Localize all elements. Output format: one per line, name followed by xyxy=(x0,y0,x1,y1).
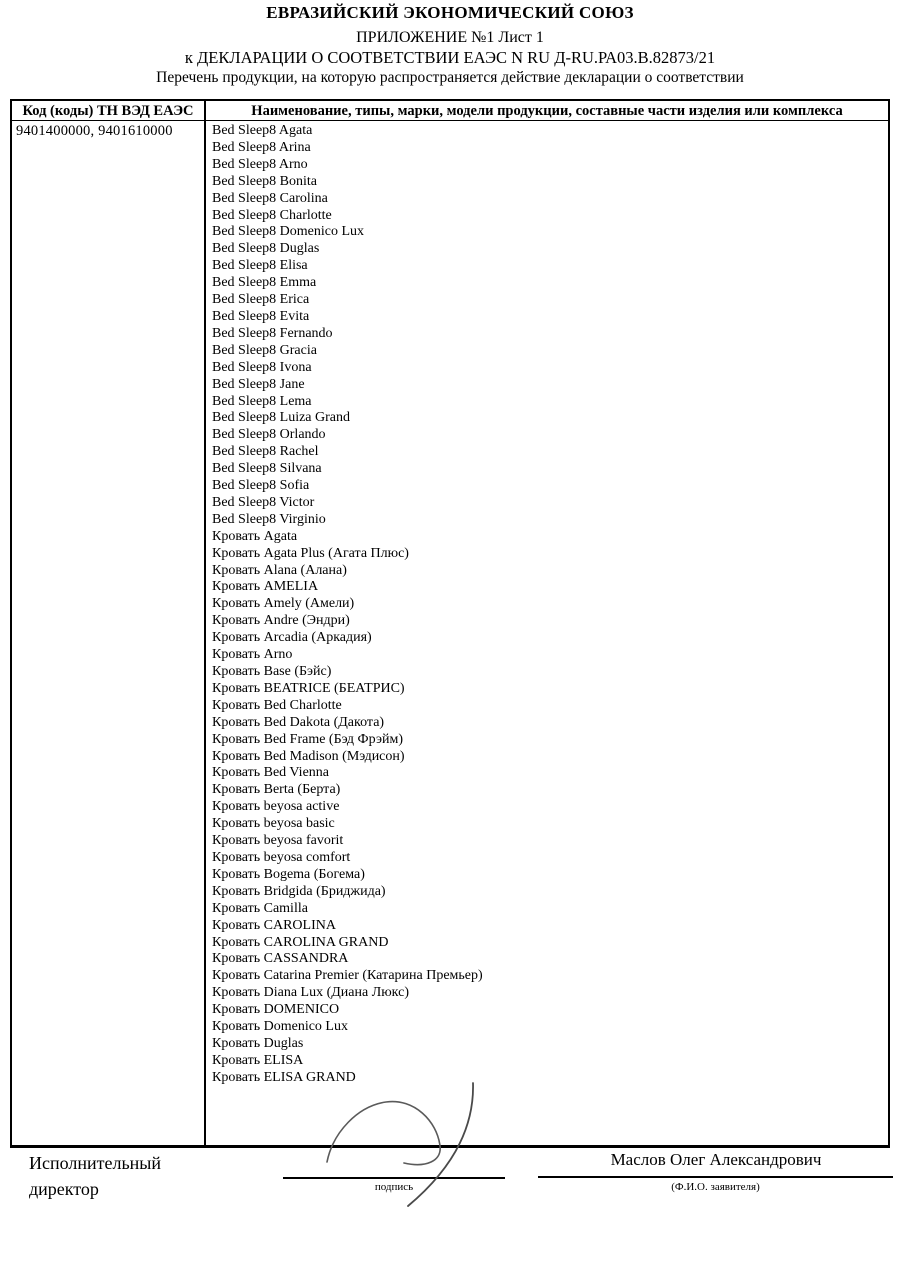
col-header-name: Наименование, типы, марки, модели продукции, составные части изделия или комплекса xyxy=(251,103,843,119)
product-item: Bed Sleep8 Carolina xyxy=(212,190,328,206)
product-item: Кровать Domenico Lux xyxy=(212,1019,348,1035)
product-item: Bed Sleep8 Duglas xyxy=(212,241,320,257)
product-item: Кровать Agata Plus (Агата Плюс) xyxy=(212,545,409,561)
product-item: Bed Sleep8 Fernando xyxy=(212,325,333,341)
table-body-row xyxy=(12,121,888,1145)
product-item: Bed Sleep8 Rachel xyxy=(212,444,319,460)
product-item: Bed Sleep8 Sofia xyxy=(212,478,310,494)
products-table xyxy=(10,99,890,1148)
signature-graphic xyxy=(280,1060,520,1220)
product-item: Кровать Bed Dakota (Дакота) xyxy=(212,714,385,730)
product-item: Bed Sleep8 Bonita xyxy=(212,173,317,189)
product-item: Кровать Bed Vienna xyxy=(212,765,330,781)
product-item: Кровать beyosa comfort xyxy=(212,849,351,865)
product-item: Кровать Bed Madison (Мэдисон) xyxy=(212,748,405,764)
product-item: Кровать Arno xyxy=(212,647,293,663)
product-item: Bed Sleep8 Evita xyxy=(212,308,310,324)
product-item: Кровать beyosa active xyxy=(212,799,340,815)
product-item: Кровать CAROLINA xyxy=(212,917,336,933)
product-item: Кровать CASSANDRA xyxy=(212,951,349,967)
product-item: Bed Sleep8 Elisa xyxy=(212,258,308,274)
product-item: Кровать Bed Charlotte xyxy=(212,697,342,713)
doc-title: ЕВРАЗИЙСКИЙ ЭКОНОМИЧЕСКИЙ СОЮЗ xyxy=(266,3,634,22)
doc-appendix-line: ПРИЛОЖЕНИЕ №1 Лист 1 xyxy=(356,29,544,46)
product-item: Bed Sleep8 Emma xyxy=(212,275,317,291)
product-item: Кровать Catarina Premier (Катарина Премьер) xyxy=(212,968,483,984)
signature-caption: подпись xyxy=(374,1181,414,1193)
product-item: Bed Sleep8 Charlotte xyxy=(212,207,332,223)
product-item: Bed Sleep8 Erica xyxy=(212,292,310,308)
doc-declaration-number-line: к ДЕКЛАРАЦИИ О СООТВЕТСТВИИ ЕАЭС N RU Д-RU.РА03.В.82873/21 xyxy=(184,48,716,67)
product-item: Кровать Andre (Эндри) xyxy=(212,613,350,629)
product-item: Bed Sleep8 Agata xyxy=(212,123,313,138)
product-item: Кровать Bogema (Богема) xyxy=(212,866,365,882)
product-item: Bed Sleep8 Domenico Lux xyxy=(212,224,365,240)
product-item: Bed Sleep8 Arno xyxy=(212,156,308,172)
product-item: Bed Sleep8 Gracia xyxy=(212,342,317,358)
product-item: Кровать Bed Frame (Бэд Фрэйм) xyxy=(212,731,403,747)
signature-arc-stroke xyxy=(327,1102,440,1165)
product-item: Кровать beyosa basic xyxy=(212,816,335,832)
product-item: Bed Sleep8 Lema xyxy=(212,393,312,409)
product-item: Bed Sleep8 Jane xyxy=(212,376,305,392)
product-item: Bed Sleep8 Orlando xyxy=(212,427,326,443)
product-item: Кровать ELISA xyxy=(212,1052,304,1068)
products-cell xyxy=(206,121,888,1145)
product-item: Bed Sleep8 Luiza Grand xyxy=(212,410,351,426)
product-item: Bed Sleep8 Arina xyxy=(212,139,311,155)
product-item: Кровать Berta (Берта) xyxy=(212,782,341,798)
applicant-name-line xyxy=(538,1176,893,1178)
product-item: Bed Sleep8 Silvana xyxy=(212,461,322,477)
product-item: Кровать Agata xyxy=(212,528,298,544)
executive-director-label: Исполнительный директор xyxy=(29,1153,162,1199)
code-cell: 9401400000, 9401610000 xyxy=(12,121,206,1145)
product-item: Кровать AMELIA xyxy=(212,579,319,595)
doc-scope-line: Перечень продукции, на которую распространяется действие декларации о соответствии xyxy=(156,69,744,86)
product-item: Кровать BEATRICE (БЕАТРИС) xyxy=(212,680,405,696)
product-item: Кровать Camilla xyxy=(212,900,308,916)
product-item: Кровать Arcadia (Аркадия) xyxy=(212,630,372,646)
product-item: Bed Sleep8 Victor xyxy=(212,494,315,510)
product-item: Кровать Amely (Амели) xyxy=(212,596,355,612)
product-item: Кровать Diana Lux (Диана Люкс) xyxy=(212,985,410,1001)
product-item: Кровать DOMENICO xyxy=(212,1002,340,1018)
product-item: Кровать ELISA GRAND xyxy=(212,1069,356,1085)
product-item: Кровать Duglas xyxy=(212,1035,304,1051)
product-item: Кровать Base (Бэйс) xyxy=(212,664,332,679)
product-item: Кровать beyosa favorit xyxy=(212,833,344,849)
applicant-name: Маслов Олег Александрович xyxy=(610,1150,822,1169)
table-header-row xyxy=(12,101,888,121)
col-header-code: Код (коды) ТН ВЭД ЕАЭС xyxy=(12,101,206,120)
product-item: Bed Sleep8 Virginio xyxy=(212,511,326,527)
product-item: Кровать Alana (Алана) xyxy=(212,562,347,578)
product-item: Bed Sleep8 Ivona xyxy=(212,359,312,375)
applicant-caption: (Ф.И.О. заявителя) xyxy=(671,1181,760,1193)
product-item: Кровать Bridgida (Бриджида) xyxy=(212,883,386,899)
product-item: Кровать CAROLINA GRAND xyxy=(212,934,389,950)
